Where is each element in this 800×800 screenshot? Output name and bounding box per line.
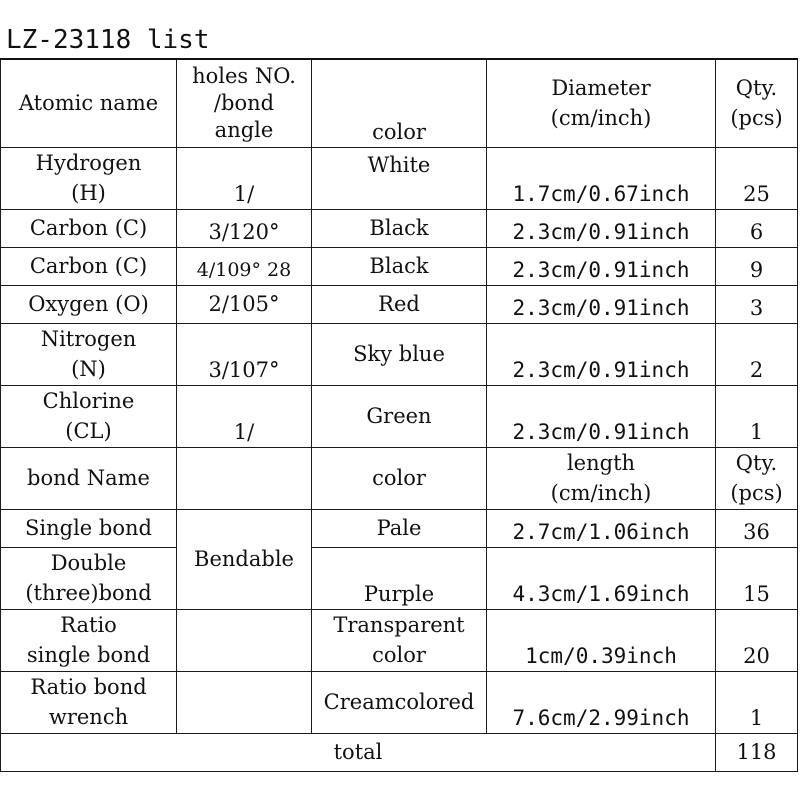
header-diameter-line2: (cm/inch) <box>550 106 652 131</box>
atom-name: Nitrogen <box>40 327 137 351</box>
atom-name: Hydrogen <box>35 151 142 175</box>
atom-qty: 3 <box>716 285 798 323</box>
atom-holes: 3/120° <box>177 209 312 247</box>
atom-qty: 1 <box>716 385 798 447</box>
bond-name-line2: single bond <box>26 643 151 667</box>
atom-color: Green <box>312 385 487 447</box>
header-length <box>487 447 716 509</box>
table-row <box>1 671 798 733</box>
bond-empty-cell <box>177 609 312 671</box>
total-qty: 118 <box>716 733 798 771</box>
bond-qty: 20 <box>716 609 798 671</box>
atom-symbol: (H) <box>71 181 106 205</box>
header-holes-angle <box>177 59 312 147</box>
bond-qty: 15 <box>716 547 798 609</box>
bond-length: 4.3cm/1.69inch <box>487 547 716 609</box>
atom-qty: 25 <box>716 147 798 209</box>
table-row <box>1 509 798 547</box>
atom-name: Carbon (C) <box>1 247 177 285</box>
header-empty-cell <box>177 447 312 509</box>
atom-diameter: 2.3cm/0.91inch <box>487 323 716 385</box>
header-length-line2: (cm/inch) <box>550 481 652 505</box>
header-holes-line2: /bond <box>213 90 275 115</box>
bond-name: Ratio bond <box>30 675 147 699</box>
header-length-line1: length <box>566 451 636 475</box>
header-bond-qty-line1: Qty. <box>735 451 778 475</box>
bond-bendable-note: Bendable <box>177 509 312 609</box>
atom-header-row <box>1 59 798 147</box>
atom-holes: 4/109° 28 <box>177 247 312 285</box>
header-qty-line2: (pcs) <box>730 106 783 131</box>
table-row <box>1 547 798 609</box>
atom-diameter: 2.3cm/0.91inch <box>487 209 716 247</box>
bond-color-line2: color <box>372 643 426 667</box>
header-bond-name: bond Name <box>1 447 177 509</box>
table-row <box>1 147 798 209</box>
atom-name: Oxygen (O) <box>1 285 177 323</box>
atom-qty: 6 <box>716 209 798 247</box>
bond-name: Ratio <box>60 613 117 637</box>
total-label: total <box>1 733 716 771</box>
table-row <box>1 209 798 247</box>
bond-qty: 36 <box>716 509 798 547</box>
atom-name: Chlorine <box>42 389 135 413</box>
table-row <box>1 285 798 323</box>
bond-color: Pale <box>312 509 487 547</box>
bond-name-cell <box>1 609 177 671</box>
atom-holes: 3/107° <box>177 323 312 385</box>
header-diameter-line1: Diameter <box>551 76 651 101</box>
table-row <box>1 323 798 385</box>
header-bond-qty-line2: (pcs) <box>730 481 783 505</box>
atom-symbol: (CL) <box>65 419 112 443</box>
atom-diameter: 2.3cm/0.91inch <box>487 385 716 447</box>
atom-name: Carbon (C) <box>1 209 177 247</box>
bond-color: Creamcolored <box>312 671 487 733</box>
atom-color: Red <box>312 285 487 323</box>
atom-holes: 1/ <box>177 385 312 447</box>
atom-diameter: 2.3cm/0.91inch <box>487 247 716 285</box>
atom-name-cell <box>1 385 177 447</box>
atom-diameter: 1.7cm/0.67inch <box>487 147 716 209</box>
atom-diameter: 2.3cm/0.91inch <box>487 285 716 323</box>
table-row <box>1 247 798 285</box>
atom-color: White <box>312 147 487 209</box>
bond-name-cell <box>1 547 177 609</box>
bond-name: Single bond <box>1 509 177 547</box>
bond-header-row <box>1 447 798 509</box>
bond-name-line2: (three)bond <box>25 581 152 605</box>
atom-name-cell <box>1 323 177 385</box>
header-qty <box>716 59 798 147</box>
atom-symbol: (N) <box>71 357 106 381</box>
bond-color-cell <box>312 609 487 671</box>
atom-holes: 2/105° <box>177 285 312 323</box>
bond-length: 7.6cm/2.99inch <box>487 671 716 733</box>
bond-length: 1cm/0.39inch <box>487 609 716 671</box>
bond-empty-cell <box>177 671 312 733</box>
bond-color: Transparent <box>333 613 465 637</box>
table-row <box>1 385 798 447</box>
total-row <box>1 733 798 771</box>
header-atomic-name: Atomic name <box>1 59 177 147</box>
header-holes-line3: angle <box>214 117 274 142</box>
header-qty-line1: Qty. <box>735 76 778 101</box>
header-bond-qty <box>716 447 798 509</box>
bond-name-line2: wrench <box>48 705 129 729</box>
atom-color: Black <box>312 209 487 247</box>
header-color: color <box>312 59 487 147</box>
atom-name-cell <box>1 147 177 209</box>
document-title: LZ-23118 list <box>6 25 210 55</box>
atom-qty: 2 <box>716 323 798 385</box>
parts-list-table <box>0 58 798 772</box>
header-bond-color: color <box>312 447 487 509</box>
atom-color: Black <box>312 247 487 285</box>
atom-holes: 1/ <box>177 147 312 209</box>
bond-length: 2.7cm/1.06inch <box>487 509 716 547</box>
bond-name-cell <box>1 671 177 733</box>
bond-qty: 1 <box>716 671 798 733</box>
header-diameter <box>487 59 716 147</box>
atom-qty: 9 <box>716 247 798 285</box>
bond-color: Purple <box>312 547 487 609</box>
header-holes-line1: holes NO. <box>192 63 296 88</box>
table-row <box>1 609 798 671</box>
atom-color: Sky blue <box>312 323 487 385</box>
bond-name: Double <box>50 551 127 575</box>
